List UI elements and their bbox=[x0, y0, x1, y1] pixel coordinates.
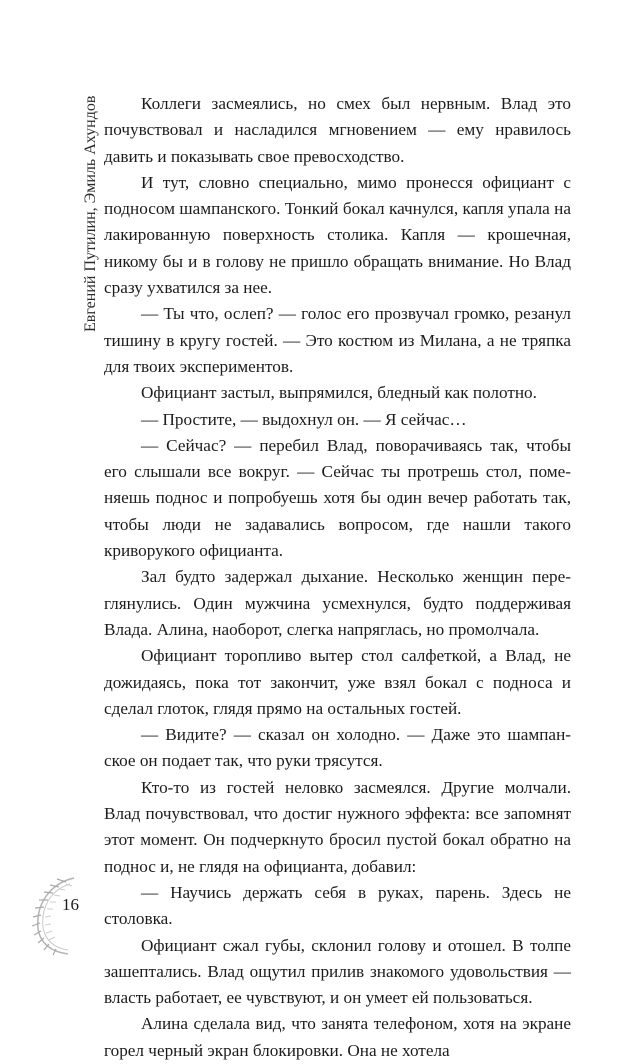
paragraph: Кто-то из гостей неловко засмеялся. Другие молчали. Влад почувствовал, что достиг нужного эффекта: все запомнят этот момент. Он подчеркнуто бросил пустой бокал обратно на поднос и, не глядя на официанта, добавил: bbox=[104, 777, 571, 876]
paragraph: И тут, словно специально, мимо пронесся официант с подносом шампанского. Тонкий бокал качнулся, капля упала на лакированную поверхность столика. Капля — крошечная, никому бы и в голову не пришло обращать внимание. Но Влад сразу ухватился за нее. bbox=[104, 172, 571, 298]
paragraph: — Ты что, ослеп? — голос его прозвучал громко, резанул тишину в кругу гостей. — Это костюм из Милана, а не тряпка для твоих экспериментов. bbox=[104, 304, 571, 376]
paragraph: — Научись держать себя в руках, парень. Здесь не столовка. bbox=[104, 882, 571, 929]
paragraph: Зал будто задержал дыхание. Несколько женщин переглянулись. Один мужчина усмехнулся, будто поддерживая Влада. Алина, наоборот, слегка напряглась, но промолчала. bbox=[104, 567, 571, 639]
paragraph: — Сейчас? — перебил Влад, поворачиваясь так, чтобы его слышали все вокруг. — Сейчас ты протрешь стол, поменяешь поднос и попробуешь хотя бы один вечер работать так, чтобы люди не задавались вопросом, где нашли такого криворукого официанта. bbox=[104, 435, 571, 561]
paragraph: Официант сжал губы, склонил голову и отошел. В толпе зашептались. Влад ощутил прилив знакомого удовольствия — власть работает, ее чувствуют, и он умеет ей пользоваться. bbox=[104, 935, 571, 1008]
paragraph: Алина сделала вид, что занята телефоном, хотя на экране горел черный экран блокировки. Она не хотела bbox=[104, 1014, 571, 1060]
paragraph: Официант торопливо вытер стол салфеткой, а Влад, не дожидаясь, пока тот закончит, уже взял бокал с подноса и сделал глоток, глядя прямо на остальных гостей. bbox=[104, 646, 571, 718]
body-text bbox=[104, 91, 571, 1064]
paragraph: Коллеги засмеялись, но смех был нервным. Влад это почувствовал и насладился мгновением — ему нравилось давить и показывать свое превосходство. bbox=[104, 94, 571, 166]
paragraph: Официант застыл, выпрямился, бледный как полотно. bbox=[141, 383, 537, 403]
paragraph: — Простите, — выдохнул он. — Я сейчас… bbox=[141, 409, 467, 429]
page-number: 16 bbox=[62, 895, 79, 914]
running-header-authors: Евгений Путилин, Эмиль Ахундов bbox=[82, 96, 99, 333]
paragraph: — Видите? — сказал он холодно. — Даже это шампанское он подает так, что руки трясутся. bbox=[104, 725, 571, 771]
